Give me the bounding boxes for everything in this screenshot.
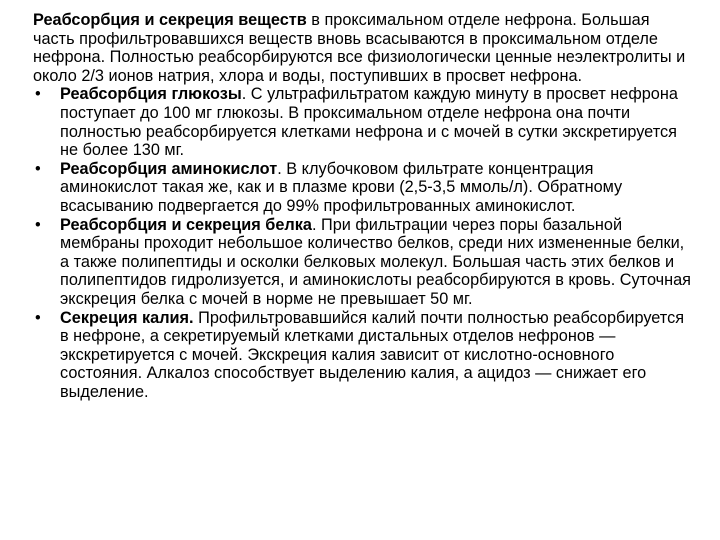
item-heading: Реабсорбция глюкозы — [60, 85, 242, 104]
list-item-potassium — [33, 309, 693, 402]
bullet-list — [33, 85, 693, 401]
item-heading: Реабсорбция аминокислот — [60, 159, 278, 178]
list-item-protein — [33, 216, 693, 309]
list-item-glucose — [33, 85, 693, 159]
list-item-amino-acids — [33, 160, 693, 216]
intro-text: в проксимальном отделе нефрона. Большая часть профильтровавшихся веществ вновь всасываются в проксимальном отделе нефрона. Полностью реабсорбируются все физиологически ценные неэлектролиты и около 2/3 ионов натрия, хлора и воды, поступивших в просвет нефрона. — [33, 11, 686, 85]
item-text: Профильтровавшийся калий почти полностью реабсорбируется в нефроне, а секретируемый клетками дистальных отделов нефронов — экскретируется с мочей. Экскреция калия зависит от кислотно-основного состояния. Алкалоз способствует выделению калия, а ацидоз — снижает его выделение. — [60, 308, 685, 401]
item-text: . При фильтрации через поры базальной мембраны проходит небольшое количество белков, среди них измененные белки, а также полипептиды и осколки белковых молекул. Большая часть этих белков и полипептидов гидролизуется, и аминокислоты реабсорбируются в кровь. Суточная экскреция белка с мочей в норме не превышает 50 мг. — [60, 215, 691, 308]
bullet-icon: • — [35, 215, 41, 234]
intro-heading: Реабсорбция и секреция веществ — [33, 11, 307, 29]
item-text: . В клубочковом фильтрате концентрация аминокислот такая же, как и в плазме крови (2,5-3,5 ммоль/л). Обратному всасыванию подвергается до 99% профильтрованных аминокислот. — [60, 159, 623, 215]
bullet-icon: • — [35, 159, 41, 178]
item-heading: Реабсорбция и секреция белка — [60, 215, 312, 234]
bullet-icon: • — [35, 308, 41, 327]
intro-paragraph — [33, 11, 693, 85]
slide-text-body — [33, 11, 693, 401]
bullet-icon: • — [35, 85, 41, 104]
item-text: . С ультрафильтратом каждую минуту в просвет нефрона поступает до 100 мг глюкозы. В проксимальном отделе нефрона она почти полностью реабсорбируется клетками нефрона и с мочей в сутки экскретируется не более 130 мг. — [60, 85, 678, 160]
item-heading: Секреция калия. — [60, 308, 194, 327]
